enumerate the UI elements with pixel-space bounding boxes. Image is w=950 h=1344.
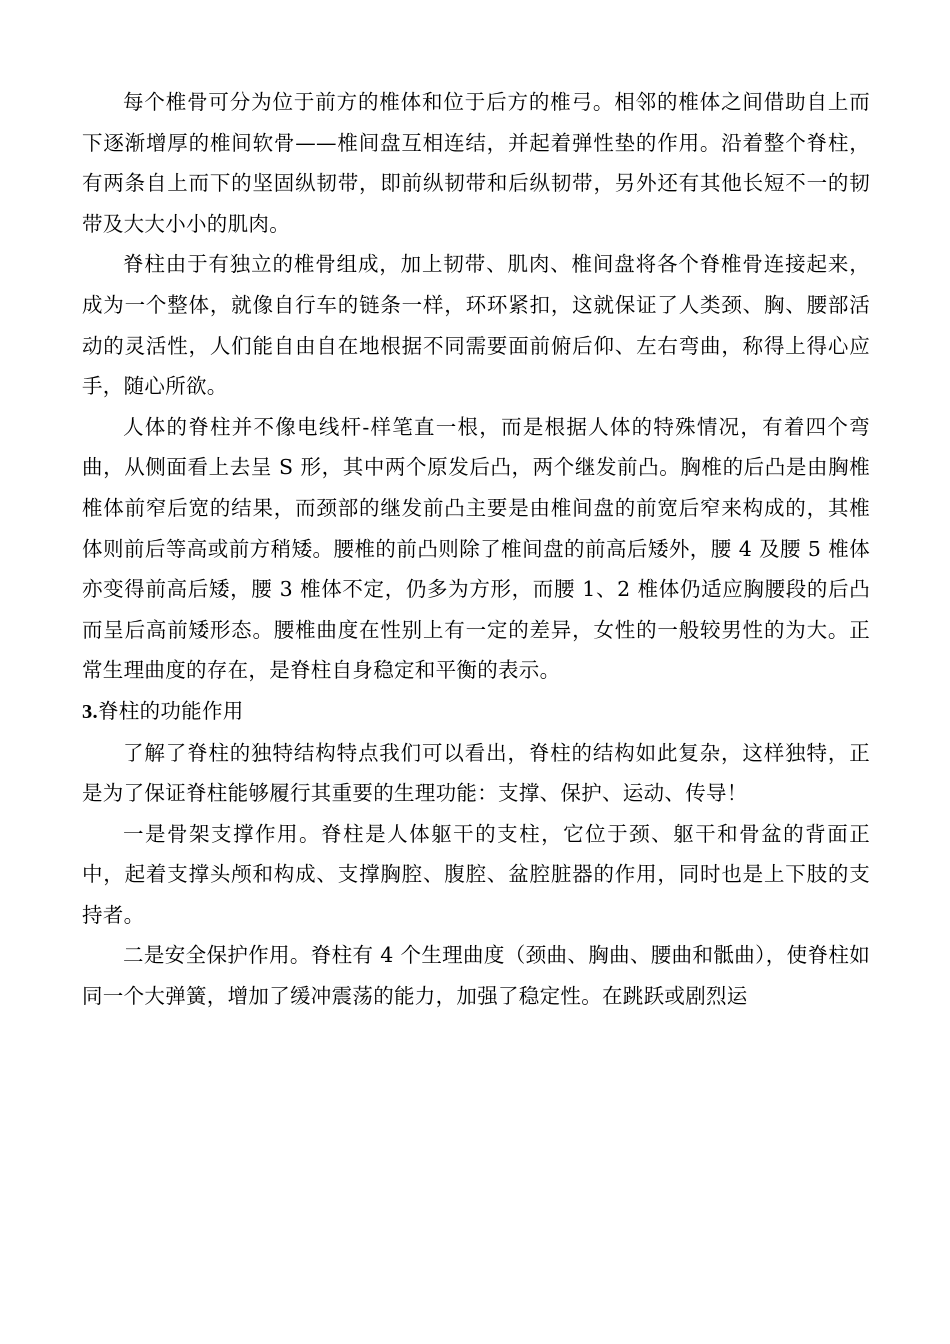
paragraph-vertebra-structure: 每个椎骨可分为位于前方的椎体和位于后方的椎弓。相邻的椎体之间借助自上而下逐渐增厚的椎间软骨——椎间盘互相连结，并起着弹性垫的作用。沿着整个脊柱，有两条自上而下的坚固纵韧带，即前纵韧带和后纵韧带，另外还有其他长短不一的韧带及大大小小的肌肉。 <box>82 90 870 236</box>
section-heading <box>82 691 870 733</box>
paragraph-function-intro: 了解了脊柱的独特结构特点我们可以看出，脊柱的结构如此复杂，这样独特，正是为了保证脊柱能够履行其重要的生理功能：支撑、保护、运动、传导！ <box>82 740 870 806</box>
section-number: 3. <box>82 700 98 723</box>
paragraph-spine-curvature: 人体的脊柱并不像电线杆-样笔直一根，而是根据人体的特殊情况，有着四个弯曲，从侧面看上去呈 S 形，其中两个原发后凸，两个继发前凸。胸椎的后凸是由胸椎椎体前窄后宽的结果，而颈部的继发前凸主要是由椎间盘的前宽后窄来构成的，其椎体则前后等高或前方稍矮。腰椎的前凸则除了椎间盘的前高后矮外，腰 4 及腰 5 椎体亦变得前高后矮，腰 3 椎体不定，仍多为方形，而腰 1、2 椎体仍适应胸腰段的后凸而呈后高前矮形态。腰椎曲度在性别上有一定的差异，女性的一般较男性的为大。正常生理曲度的存在，是脊柱自身稳定和平衡的表示。 <box>82 414 870 683</box>
paragraph-spine-flexibility: 脊柱由于有独立的椎骨组成，加上韧带、肌肉、椎间盘将各个脊椎骨连接起来，成为一个整体，就像自行车的链条一样，环环紧扣，这就保证了人类颈、胸、腰部活动的灵活性，人们能自由自在地根据不同需要面前俯后仰、左右弯曲，称得上得心应手，随心所欲。 <box>82 252 870 399</box>
paragraph-protection-function: 二是安全保护作用。脊柱有 4 个生理曲度（颈曲、胸曲、腰曲和骶曲），使脊柱如同一个大弹簧，增加了缓冲震荡的能力，加强了稳定性。在跳跃或剧烈运 <box>82 943 870 1009</box>
section-title: 脊柱的功能作用 <box>97 698 244 723</box>
document-page <box>82 82 870 1017</box>
paragraph-support-function: 一是骨架支撑作用。脊柱是人体躯干的支柱，它位于颈、躯干和骨盆的背面正中，起着支撑头颅和构成、支撑胸腔、腹腔、盆腔脏器的作用，同时也是上下肢的支持者。 <box>82 821 870 927</box>
